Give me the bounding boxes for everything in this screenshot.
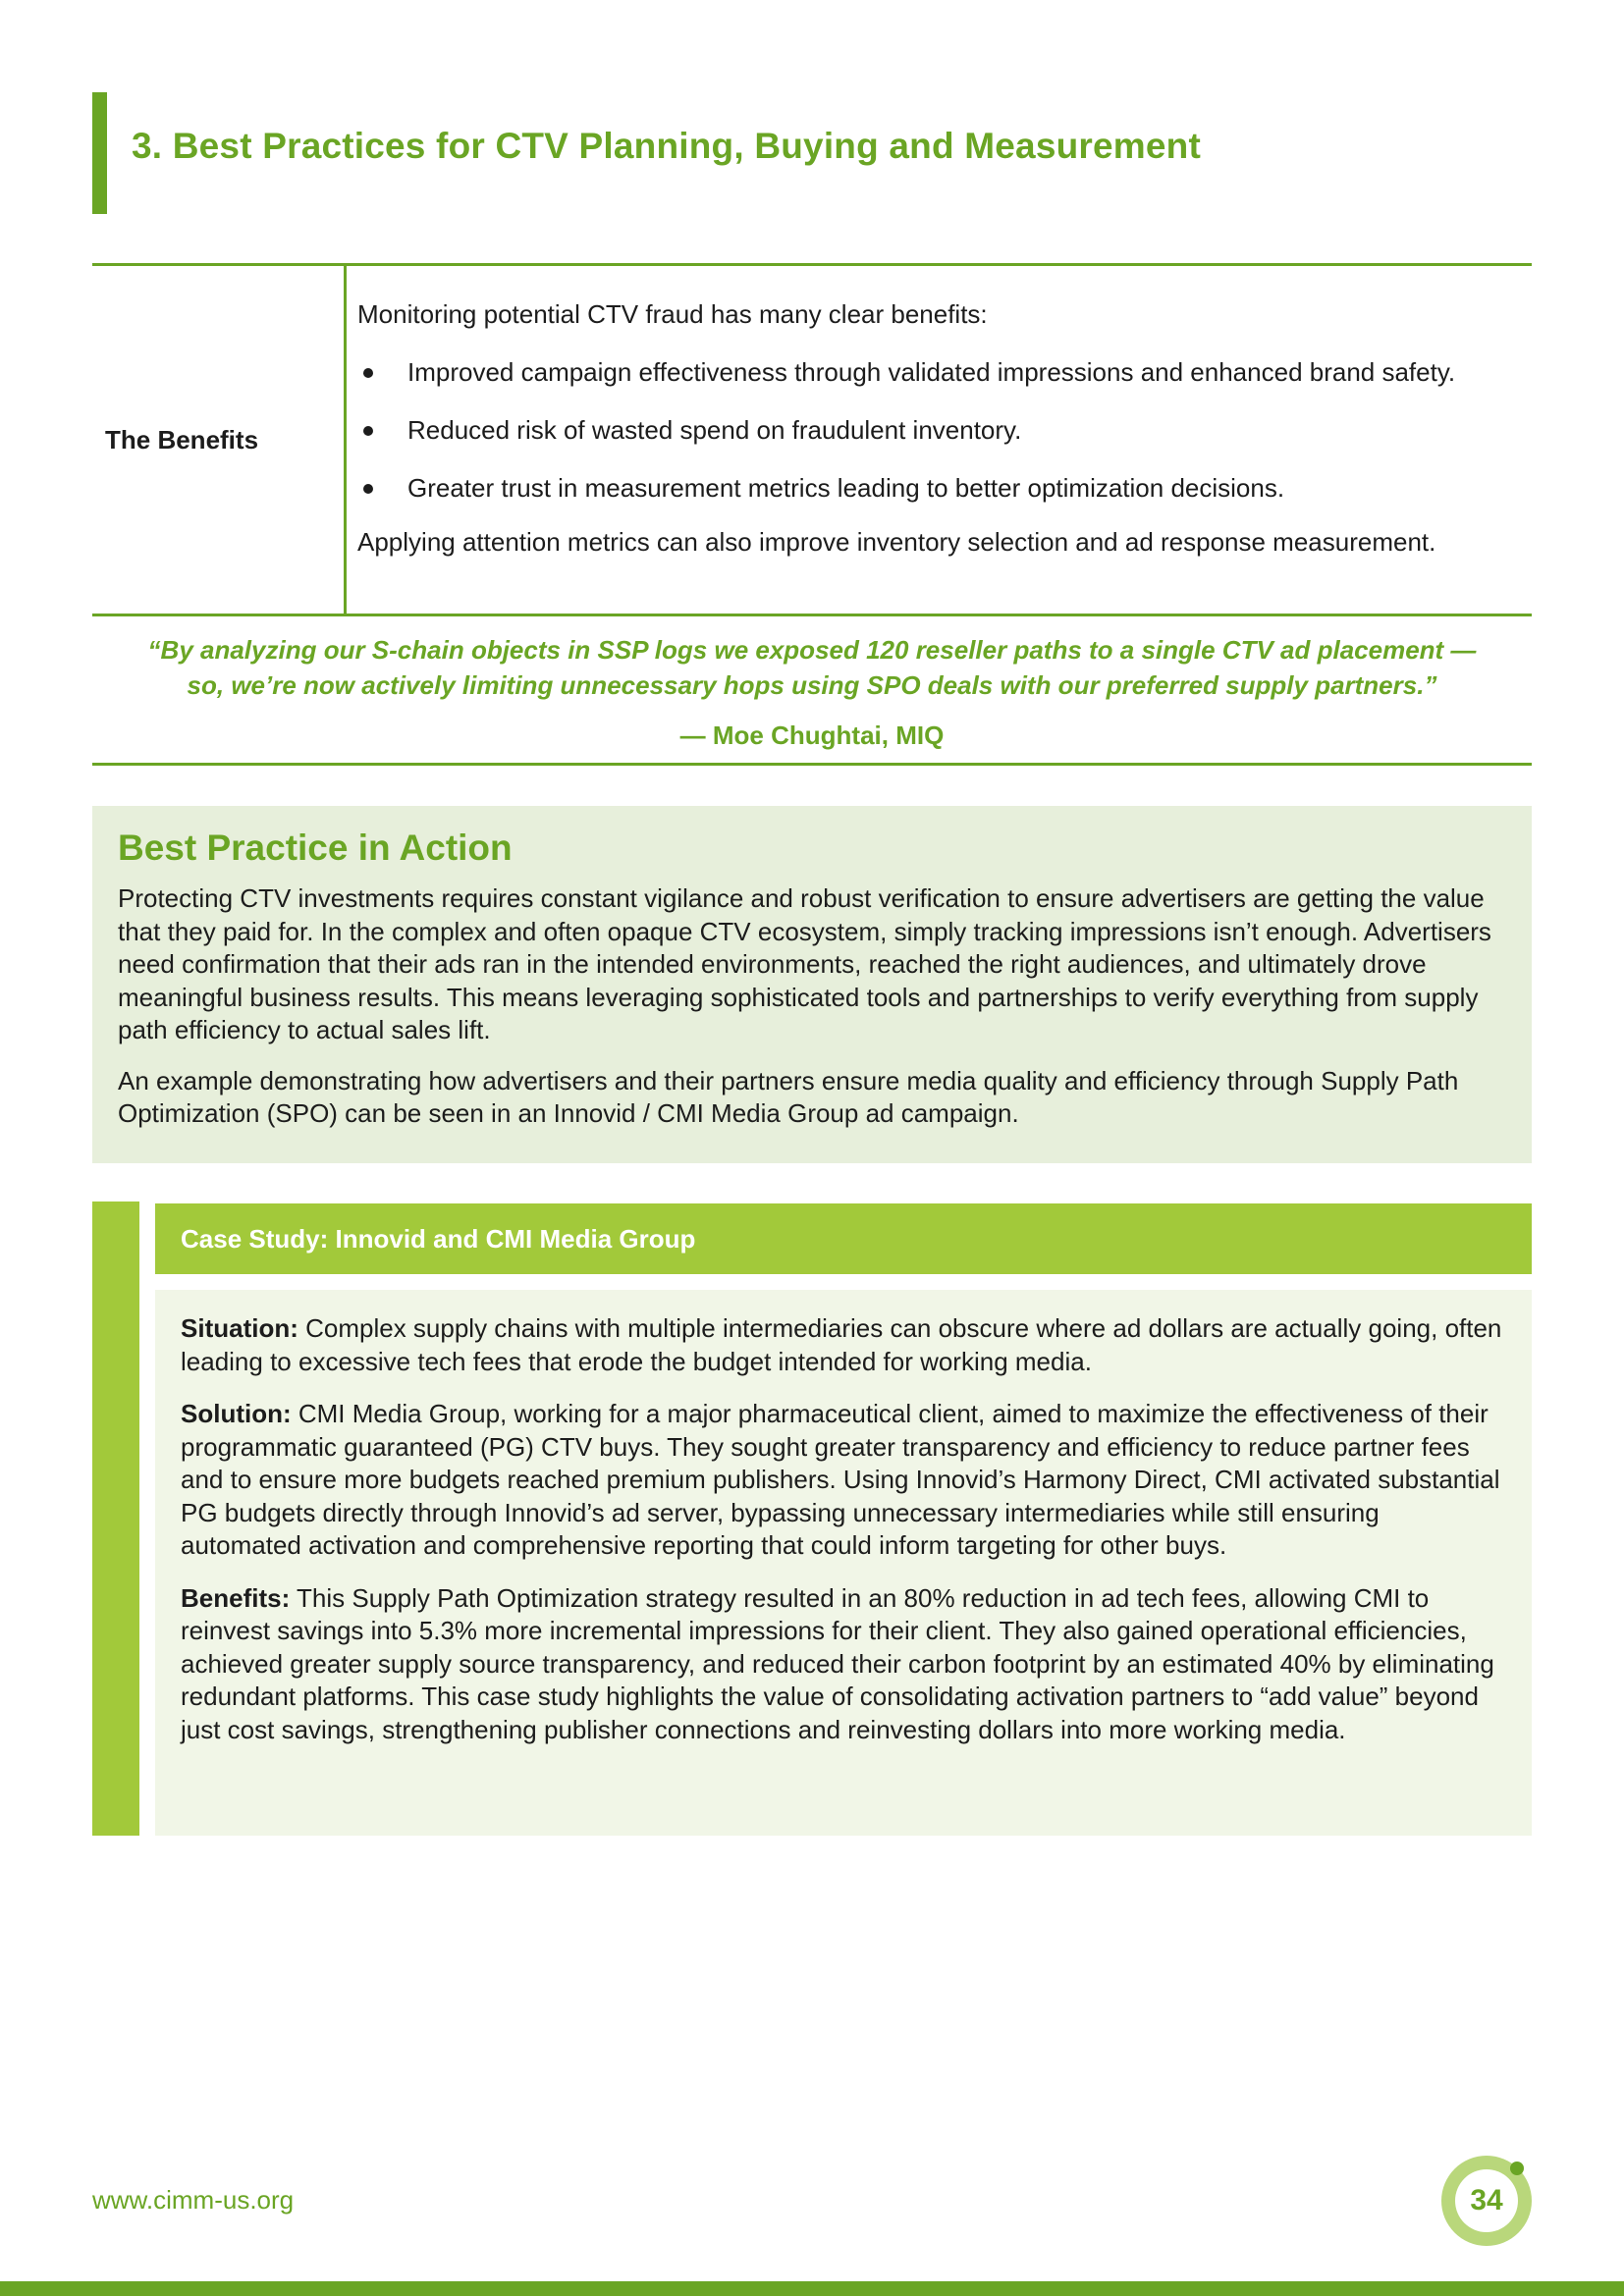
quote-author: — Moe Chughtai, MIQ xyxy=(679,721,945,750)
benefits-list-item xyxy=(357,413,1521,447)
bullet-icon xyxy=(363,368,373,378)
benefits-content xyxy=(357,297,1521,559)
benefits-list-item xyxy=(357,471,1521,505)
title-accent-bar xyxy=(92,92,107,214)
best-practice-box xyxy=(92,806,1532,1163)
benefits-list-item xyxy=(357,355,1521,389)
footer-url-link[interactable]: www.cimm-us.org xyxy=(92,2185,295,2215)
benefits-table xyxy=(92,263,1532,616)
page-dot-icon xyxy=(1510,2162,1524,2175)
section-text: This Supply Path Optimization strategy resulted in an 80% reduction in ad tech fees, allowing CMI to reinvest savings into 5.3% more incremental impressions for their client. They also gained operational efficiencies, achieved greater supply source transparency, and reduced their carbon footprint by an estimated 40% by eliminating redundant platforms. This case study highlights the value of consolidating activation partners to “add value” beyond just cost savings, strengthening publisher connections and reinvesting dollars into more working media. xyxy=(181,1582,1494,1744)
page-number: 34 xyxy=(1455,2169,1518,2232)
section-label: Benefits: xyxy=(181,1582,291,1613)
case-study-situation xyxy=(181,1312,1506,1378)
benefits-footer-text: Applying attention metrics can also improve inventory selection and ad response measurement. xyxy=(357,527,1436,557)
pull-quote xyxy=(92,632,1532,703)
best-practice-paragraph: Protecting CTV investments requires constant vigilance and robust verification to ensure advertisers are getting the value that they paid for. In the complex and often opaque CTV ecosystem, simply tracking impressions isn’t enough. Advertisers need confirmation that their ads ran in the intended environments, reached the right audiences, and ultimately drove meaningful business results. This means leveraging sophisticated tools and partnerships to verify everything from supply path efficiency to actual sales lift. xyxy=(118,883,1491,1044)
benefits-item-text: Reduced risk of wasted spend on fraudulent inventory. xyxy=(407,415,1022,445)
bottom-band xyxy=(0,2281,1624,2296)
benefits-item-text: Greater trust in measurement metrics leading to better optimization decisions. xyxy=(407,473,1285,503)
benefits-item-text: Improved campaign effectiveness through validated impressions and enhanced brand safety. xyxy=(407,357,1456,387)
benefits-label: The Benefits xyxy=(92,266,347,614)
page-number-badge xyxy=(1441,2156,1532,2246)
section-text: CMI Media Group, working for a major pharmaceutical client, aimed to maximize the effectiveness of their programmatic guaranteed (PG) CTV buys. They sought greater transparency and efficiency to reduce partner fees and to ensure more budgets reached premium publishers. Using Innovid’s Harmony Direct, CMI activated substantial PG budgets directly through Innovid’s ad server, bypassing unnecessary intermediaries while still ensuring automated activation and comprehensive reporting that could inform targeting for other buys. xyxy=(181,1399,1500,1560)
section-label: Solution: xyxy=(181,1399,292,1428)
case-study-benefits xyxy=(181,1582,1506,1747)
case-study-title: Case Study: Innovid and CMI Media Group xyxy=(155,1203,1532,1274)
section-label: Situation: xyxy=(181,1313,298,1343)
case-study-side-bar xyxy=(92,1201,139,1836)
benefits-list xyxy=(357,355,1521,505)
benefits-intro: Monitoring potential CTV fraud has many clear benefits: xyxy=(357,299,988,329)
quote-line: “By analyzing our S-chain objects in SSP logs we exposed 120 reseller paths to a single CTV ad placement — xyxy=(147,635,1477,665)
section-text: Complex supply chains with multiple intermediaries can obscure where ad dollars are actually going, often leading to excessive tech fees that erode the budget intended for working media. xyxy=(181,1313,1502,1376)
bullet-icon xyxy=(363,484,373,494)
case-study-solution xyxy=(181,1398,1506,1563)
case-study-body xyxy=(155,1290,1532,1836)
bullet-icon xyxy=(363,426,373,436)
best-practice-heading: Best Practice in Action xyxy=(118,828,513,868)
quote-divider xyxy=(92,763,1532,766)
best-practice-paragraph: An example demonstrating how advertisers and their partners ensure media quality and efficiency through Supply Path Optimization (SPO) can be seen in an Innovid / CMI Media Group ad campaign. xyxy=(118,1065,1459,1128)
page-title: 3. Best Practices for CTV Planning, Buying and Measurement xyxy=(132,126,1201,166)
quote-line: so, we’re now actively limiting unnecessary hops using SPO deals with our preferred supply partners.” xyxy=(187,670,1437,700)
